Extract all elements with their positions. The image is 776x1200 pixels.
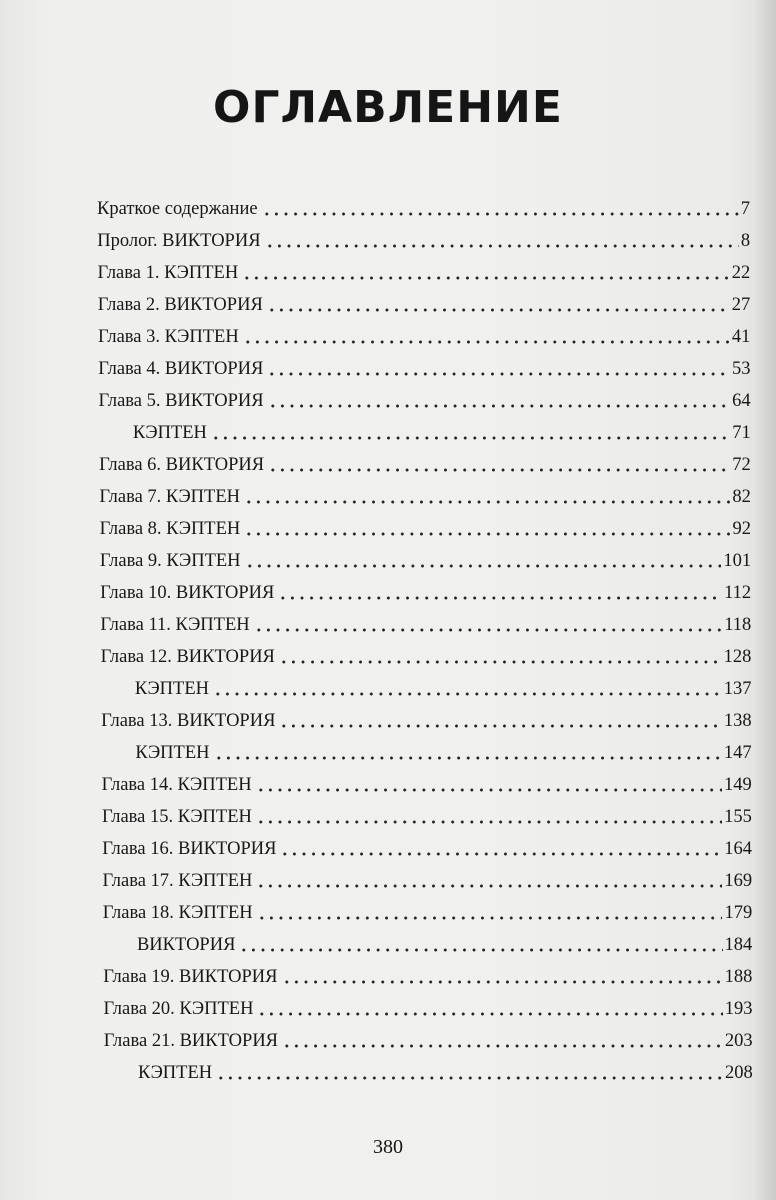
toc-entry-page: 184: [724, 935, 753, 955]
toc-entry-page: 27: [731, 295, 751, 315]
dot-leader: [213, 692, 722, 696]
toc-entry-page: 101: [723, 551, 752, 571]
toc-entry: [103, 964, 752, 988]
toc-entry-title: Глава 18. КЭПТЕН: [102, 903, 253, 923]
dot-leader: [282, 980, 723, 984]
page-number: 380: [373, 1136, 403, 1158]
toc-entry: [135, 676, 752, 700]
toc-entry: [98, 292, 751, 316]
table-of-contents: [0, 196, 776, 1116]
toc-entry: [102, 836, 752, 860]
toc-entry: [138, 1060, 753, 1084]
toc-entry-title: Глава 6. ВИКТОРИЯ: [99, 455, 265, 475]
dot-leader: [267, 308, 730, 312]
toc-entry-page: 169: [724, 871, 753, 891]
toc-entry: [98, 324, 750, 348]
toc-entry-page: 208: [724, 1063, 753, 1083]
dot-leader: [257, 916, 723, 920]
toc-entry-title: Глава 1. КЭПТЕН: [97, 263, 239, 283]
toc-entry: [102, 772, 752, 796]
toc-entry-page: 138: [723, 711, 752, 731]
toc-entry-page: 203: [724, 1031, 753, 1051]
toc-entry-title: Глава 2. ВИКТОРИЯ: [97, 295, 263, 315]
toc-entry-page: 188: [724, 967, 753, 987]
toc-entry: [99, 484, 751, 508]
toc-entry: [100, 612, 751, 636]
dot-leader: [279, 660, 722, 664]
toc-entry-title: Глава 9. КЭПТЕН: [99, 551, 241, 571]
toc-entry: [98, 260, 751, 284]
dot-leader: [239, 948, 722, 952]
toc-entry: [100, 516, 751, 540]
toc-entry: [135, 740, 751, 764]
toc-entry: [103, 900, 752, 924]
toc-entry-page: 147: [723, 743, 752, 763]
dot-leader: [243, 340, 730, 344]
toc-entry-page: 128: [723, 647, 752, 667]
toc-entry: [97, 196, 750, 220]
toc-entry-page: 41: [731, 327, 751, 347]
toc-entry-page: 149: [724, 775, 752, 795]
toc-entry-title: КЭПТЕН: [132, 423, 207, 443]
dot-leader: [211, 436, 730, 440]
toc-entry-title: Глава 19. ВИКТОРИЯ: [103, 967, 278, 987]
dot-leader: [256, 884, 722, 888]
toc-entry-title: Глава 11. КЭПТЕН: [100, 615, 250, 635]
toc-entry-page: 193: [724, 999, 753, 1019]
dot-leader: [214, 756, 722, 760]
dot-leader: [280, 852, 722, 856]
dot-leader: [267, 372, 730, 376]
toc-entry: [97, 228, 750, 252]
toc-entry-title: ВИКТОРИЯ: [136, 935, 236, 955]
toc-entry: [101, 644, 752, 668]
toc-entry-title: Глава 15. КЭПТЕН: [101, 807, 252, 827]
toc-entry-title: Глава 20. КЭПТЕН: [103, 999, 254, 1019]
toc-entry-title: Глава 17. КЭПТЕН: [102, 871, 253, 891]
toc-entry-title: КЭПТЕН: [134, 679, 209, 699]
toc-entry-title: Глава 21. ВИКТОРИЯ: [103, 1031, 279, 1051]
toc-entry-page: 112: [724, 583, 752, 603]
toc-entry: [102, 868, 752, 892]
toc-entry: [98, 356, 750, 380]
toc-entry-page: 118: [724, 615, 752, 635]
toc-entry: [102, 804, 752, 828]
toc-entry: [100, 548, 751, 572]
dot-leader: [216, 1076, 723, 1080]
toc-entry: [99, 388, 751, 412]
toc-entry-page: 7: [740, 199, 750, 219]
toc-entry-page: 164: [724, 839, 752, 859]
toc-entry-page: 155: [724, 807, 752, 827]
page-title: ОГЛАВЛЕНИЕ: [213, 82, 563, 133]
dot-leader: [242, 276, 729, 280]
toc-entry-title: Глава 8. КЭПТЕН: [99, 519, 241, 539]
toc-entry: [104, 1028, 753, 1052]
dot-leader: [278, 596, 722, 600]
toc-entry-page: 8: [740, 231, 751, 251]
toc-entry: [100, 580, 751, 604]
dot-leader: [245, 564, 722, 568]
toc-entry-title: Пролог. ВИКТОРИЯ: [97, 231, 261, 251]
toc-entry-title: КЭПТЕН: [135, 743, 210, 763]
toc-entry: [101, 708, 751, 732]
dot-leader: [262, 212, 739, 216]
dot-leader: [254, 628, 723, 632]
dot-leader: [268, 468, 730, 472]
toc-entry-page: 92: [732, 519, 751, 539]
dot-leader: [244, 500, 730, 504]
toc-entry-title: Глава 3. КЭПТЕН: [98, 327, 239, 347]
toc-entry-title: Глава 13. ВИКТОРИЯ: [101, 711, 276, 731]
dot-leader: [256, 788, 722, 792]
toc-entry: [104, 996, 753, 1020]
toc-entry-page: 22: [731, 263, 751, 283]
toc-entry-page: 82: [732, 487, 751, 507]
toc-entry-page: 72: [732, 455, 751, 475]
dot-leader: [268, 404, 731, 408]
toc-entry-title: Краткое содержание: [97, 199, 258, 219]
toc-entry-page: 71: [732, 423, 751, 443]
toc-entry: [99, 452, 751, 476]
toc-entry-title: Глава 12. ВИКТОРИЯ: [100, 647, 275, 667]
dot-leader: [279, 724, 721, 728]
toc-entry-title: Глава 10. ВИКТОРИЯ: [100, 583, 275, 603]
dot-leader: [257, 1012, 722, 1016]
dot-leader: [256, 820, 722, 824]
toc-entry-title: Глава 7. КЭПТЕН: [99, 487, 241, 507]
toc-entry-title: КЭПТЕН: [138, 1063, 213, 1083]
toc-entry-title: Глава 4. ВИКТОРИЯ: [98, 359, 264, 379]
toc-entry-page: 53: [731, 359, 751, 379]
toc-entry-title: Глава 5. ВИКТОРИЯ: [98, 391, 264, 411]
toc-entry-page: 64: [732, 391, 751, 411]
toc-entry-page: 179: [724, 903, 753, 923]
dot-leader: [244, 532, 730, 536]
toc-entry-title: Глава 14. КЭПТЕН: [101, 775, 252, 795]
dot-leader: [265, 244, 739, 248]
toc-entry: [133, 420, 751, 444]
toc-entry: [137, 932, 752, 956]
dot-leader: [282, 1044, 723, 1048]
toc-entry-page: 137: [723, 679, 752, 699]
toc-entry-title: Глава 16. ВИКТОРИЯ: [102, 839, 277, 859]
